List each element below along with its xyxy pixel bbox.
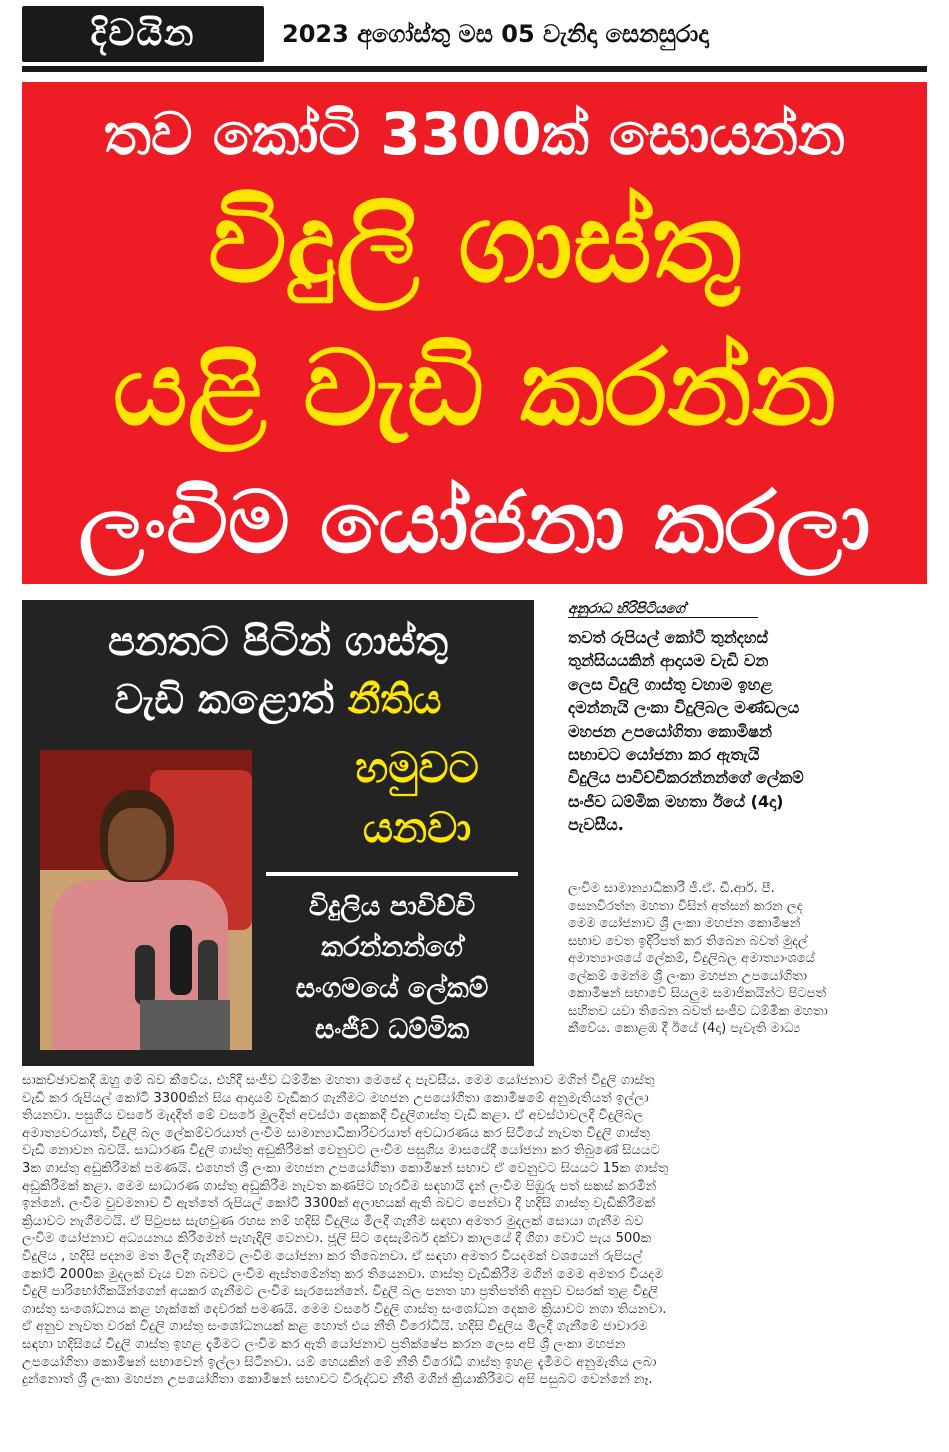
body-line: තියනවා. පසුගිය වසරේ මැදදීත් මේ වසරේ මුලදීත් අවස්ථා දෙකකදී විදුලිගාස්තු වැඩි කළා. ඒ අවස්ථාවලදී විදුලිබල — [22, 1108, 644, 1124]
caption-line: සංජීව ධම්මික — [314, 1014, 470, 1045]
body-line: සභාව වෙත ඉදිරිපත් කර තිබෙන බවත් මුදල් — [568, 933, 808, 949]
subhead-line-1: පනතට පිටින් ගාස්තු — [108, 619, 448, 665]
body-line: සෙනවිරත්න මහතා විසින් අත්සන් කරන ලද — [568, 898, 803, 914]
headline-line-3: යළි වැඩි කරන්න — [112, 327, 837, 449]
issue-date: 2023 අගෝස්තු මස 05 වැනිදා සෙනසුරාදා — [282, 20, 709, 48]
body-line: සාකච්ඡාවකදී ඔහු මේ බව කීවේය. එහිදී සංජීව ධම්මික මහතා මෙසේ ද පැවසීය. මෙම යෝජනාව මගින් විදුලි ගාස්තු — [22, 1073, 655, 1088]
body-line: අමාත්‍යාංශයේ ලේකම්, විදුලිබල අමාත්‍යාංශයේ — [568, 951, 815, 966]
body-line: ලංවිම සාමාන්‍යාධිකාරී ජී.ඒ. ඩී.ආර්. පී. — [568, 881, 775, 896]
body-line: සහිතව යවා තිබෙන බවත් සංජීව ධම්මික මහතා — [568, 1003, 828, 1019]
subhead-panel — [22, 600, 534, 1066]
body-line: උපයෝගිතා කොමිෂන් සභාවෙන් ඉල්ලා සිටිනවා. යම් හෙයකින් මේ නීති විරෝධී ගාස්තු ඉහළ දැමීමට අනුමැතිය ලබා — [22, 1354, 657, 1370]
body-line: ලේකම් මෙන්ම ශ්‍රී ලංකා මහජන උපයෝගිතා — [568, 968, 808, 984]
body-line: විදුලි පාරිභෝගිකයින්ගෙන් අයකර ගැනීමට ලංවිම සැරසෙන්නේ. විදුලි බල පනත හා ප්‍රතිපත්ති අනුව වසරක් තුළ විදුලි — [22, 1284, 659, 1300]
body-line: මෙම යෝජනාව ශ්‍රී ලංකා මහජන කොමිෂන් — [568, 916, 801, 931]
masthead — [22, 6, 927, 62]
masthead-rule — [22, 66, 927, 72]
lead-line: මහජන උපයෝගිතා කොමිෂන් — [568, 721, 772, 741]
body-line: වැඩි නොවන බවයි. සාධාරණ විදුලි ගාස්තු අඩුකිරීමක් වෙනුවට ලංවිම පසුගිය මාසයේදී යෝජනා කර තිබුණේ සියයට — [22, 1143, 660, 1159]
newspaper-logo: දිවයින — [22, 6, 264, 62]
caption-line: කරන්නන්ගේ — [321, 932, 463, 963]
lead-line: ලෙස විදුලි ගාස්තු වහාම ඉහළ — [568, 674, 773, 694]
subhead-line-2 — [22, 672, 534, 728]
subhead-line-4: යනවා — [362, 803, 472, 852]
lead-line: තුන්සියයකින් ආදායම වැඩි වන — [568, 651, 769, 671]
headline-line-2: විදුලි ගාස්තු — [207, 179, 742, 307]
body-line: කෝටි 2000ක මුදලක් වැය වන බවට ලංවිම ඇස්තමේන්තු කර තියෙනවා. ගාස්තු වැඩිකිරීම මගින් මෙම අමතර වියදම — [22, 1266, 664, 1282]
lead-line: සංජීව ධම්මික මහතා ඊයේ (4දා) — [568, 791, 784, 811]
article-lead — [568, 626, 933, 837]
caption-line: විදුලිය පාවිච්චි — [308, 891, 476, 922]
body-line: 3ක ගාස්තු අඩුකිරීමක් පමණයි. එහෙත් ශ්‍රී ලංකා මහජන උපයෝගිතා කොමිෂන් සභාව ඒ වෙනුවට සියයට 15ක ගාස්තු — [22, 1160, 669, 1176]
author-rule — [568, 617, 758, 618]
article-body — [22, 1072, 928, 1389]
body-line: ගාස්තු සංශෝධනය කළ හැක්කේ දෙවරක් පමණයි. මෙම වසරේ විදුලි ගාස්තු සංශෝධන දෙකම ක්‍රියාවට නගා තියනවා. — [22, 1301, 667, 1317]
lead-line: දමන්නැයි ලංකා විදුලිබල මණ්ඩලය — [568, 698, 800, 718]
headline-line-4: ලංවිම යෝජනා කරලා — [78, 473, 871, 573]
body-line: ක්‍රියාවට නැගීමටයි. ඒ පිටුපස සැඟවුණ රහස නම් හදිසි විදුලිය මිලදී ගැනීම සඳහා අමතර මුදලක් සොයා ගැනීම බව — [22, 1213, 644, 1229]
subhead-line-2-yellow: නීතිය — [347, 677, 442, 723]
body-line: අඩුකිරීමක් කළා. මෙම සාධාරණ ගාස්තු අඩුකිරීම නැවත කණපිට හැරවීම සඳහායි දැන් ලංවිම පිඹුරු පත් සකස් කරමින් — [22, 1178, 657, 1194]
lead-line: පැවසීය. — [568, 815, 624, 835]
headline-banner — [22, 82, 927, 584]
body-line: කීවේය. කොළඹ දී ඊයේ (4දා) පැවැති මාධ්‍ය — [568, 1021, 801, 1036]
lead-line: විදුලිය පාවිච්චිකරන්නන්ගේ ලේකම් — [568, 768, 804, 788]
lead-line: සභාවට යෝජනා කර ඇතැයි — [568, 745, 760, 765]
headline-line-1: තව කෝටි 3300ක් සොයන්න — [103, 100, 846, 168]
caption-rule — [266, 872, 518, 876]
article-author: අනුරාධ හිරිපිටියගේ — [568, 601, 685, 617]
body-line: වැඩි කර රුපියල් කෝටි 3300කින් සිය ආදායම් වැඩිකර ගැනීමට මහජන උපයෝගිතා කොමිෂමේ අනුමැතියත් ඉල්ලා — [22, 1090, 649, 1106]
body-line: සඳහා හදිසියේ විදුලි ගාස්තු ඉහළ දැමීමට ලංවිම කර ඇති යෝජනාව ප්‍රතික්ෂේප කරන ලෙස අපි ශ්‍රී ලංකා මහජන — [22, 1336, 626, 1352]
subhead-line-3: හමුවට — [355, 743, 479, 792]
body-line: දුන්නොත් ශ්‍රී ලංකා මහජන උපයෝගිතා කොමිෂන් සභාවට විරුද්ධව නීති මගින් ක්‍රියාකිරීමට අපි පසුබට වෙන්නේ නෑ. — [22, 1372, 653, 1388]
article-column — [568, 880, 933, 1038]
body-line: ලංවිම යෝජනාව අධ්‍යයනය කිරීමෙන් පැහැදිලි වෙනවා. ජූලි සිට දෙසැම්බර් දක්වා කාලයේ දී ගිගා වොට් පැය 500ක — [22, 1231, 652, 1247]
body-line: අමාත්‍යවරයාත්, විදුලි බල ලේකම්වරයාත් ලංවිම සාමාන්‍යාධිකාරිවරයාත් අවධාරණය කර සිටියේ නැවත විදුලි ගාස්තු — [22, 1125, 650, 1141]
body-line: කොමිෂන් සභාවේ සියලුම සමාජිකයින්ට පිටපත් — [568, 986, 827, 1001]
speaker-photo — [40, 750, 252, 1050]
body-line: ඒ අනුව නැවත වරක් විදුලි ගාස්තු සංශෝධනයක් කළ හොත් එය නීති විරෝධියි. හදිසි විදුලිය මිලදී ගැනීමේ ජාවාරම — [22, 1319, 648, 1335]
photo-caption — [266, 886, 518, 1050]
lead-line: තවත් රුපියල් කෝටි තුන්දහස් — [568, 628, 768, 647]
body-line: විදුලිය , හදිසි පදනම මත මිලදී ගැනීමට ලංවිම යෝජනා කර තිබෙනවා. ඒ සඳහා අමතර වියදමක් වශයෙන් රුපියල් — [22, 1248, 643, 1264]
body-line: ඉන්නේ. ලංවිම වුවමනාව වී ඇත්තේ රුපියල් කෝටි 3300ක් අලාභයක් ඇති බවට පෙන්වා දී හදිසි ගාස්තු වැඩිකිරීමක් — [22, 1196, 656, 1212]
subhead-line-2-white: වැඩි කළොත් — [114, 677, 334, 723]
caption-line: සංගමයේ ලේකම් — [295, 973, 489, 1004]
